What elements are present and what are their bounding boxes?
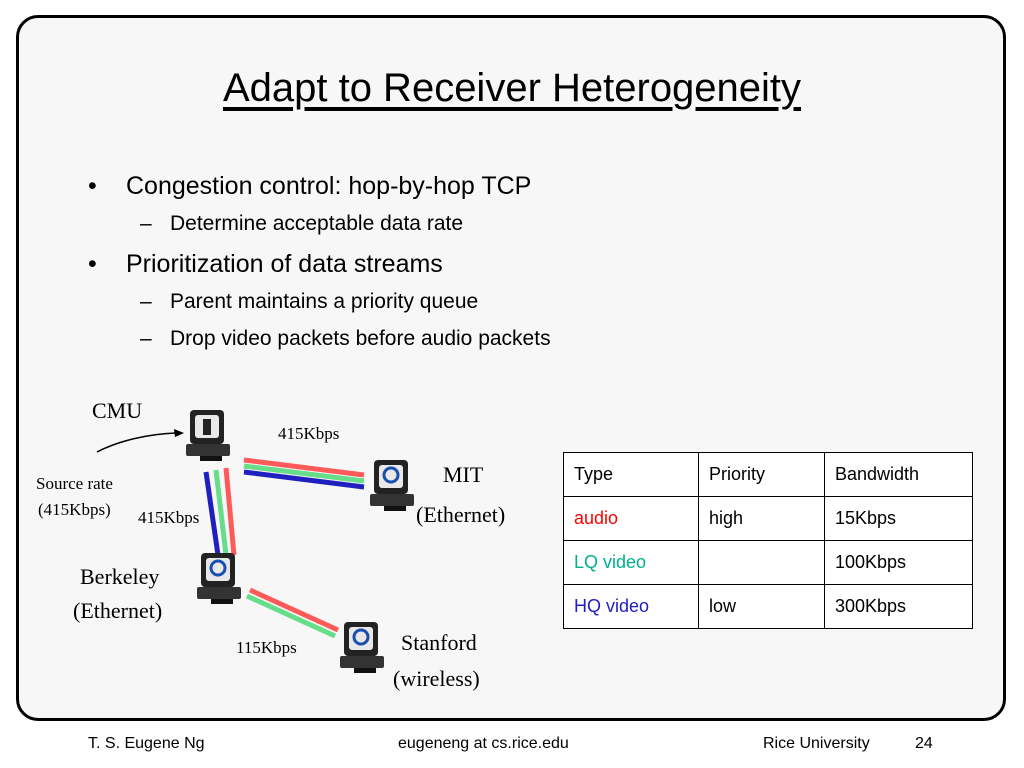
row-bandwidth: 300Kbps [825, 585, 973, 629]
sub-bullet-drop-video: – Drop video packets before audio packets [140, 327, 551, 350]
source-rate-label: Source rate [36, 474, 113, 493]
berkeley-network-label: (Ethernet) [73, 598, 163, 623]
cmu-label: CMU [92, 398, 143, 423]
source-rate-arrow [97, 433, 176, 452]
header-type: Type [564, 453, 699, 497]
source-rate-value: (415Kbps) [38, 500, 111, 519]
berkeley-quicktime-computer-icon [197, 553, 241, 604]
slide-title: Adapt to Receiver Heterogeneity [222, 66, 802, 110]
footer-institution: Rice University [763, 735, 870, 752]
table-header-row [564, 453, 973, 497]
row-type-lq-video: LQ video [564, 541, 699, 585]
row-priority: low [699, 585, 825, 629]
berkeley-label: Berkeley [80, 564, 160, 589]
row-bandwidth: 15Kbps [825, 497, 973, 541]
arrow-head [174, 429, 184, 437]
bullet-congestion-control: • Congestion control: hop-by-hop TCP [88, 172, 532, 200]
row-bandwidth: 100Kbps [825, 541, 973, 585]
footer-author: T. S. Eugene Ng [88, 735, 205, 752]
sub-bullet-acceptable-rate: – Determine acceptable data rate [140, 212, 464, 235]
row-priority: high [699, 497, 825, 541]
mit-label: MIT [443, 462, 484, 487]
mit-quicktime-computer-icon [370, 460, 414, 511]
link-berkeley-stanford-rate: 115Kbps [236, 638, 297, 657]
table-row [564, 541, 973, 585]
link-cmu-mit-rate: 415Kbps [278, 424, 340, 443]
cmu-desktop-computer-icon [186, 410, 230, 461]
priority-table [563, 452, 973, 629]
row-type-audio: audio [564, 497, 699, 541]
row-type-hq-video: HQ video [564, 585, 699, 629]
mit-network-label: (Ethernet) [416, 502, 506, 527]
link-cmu-berkeley-rate: 415Kbps [138, 508, 200, 527]
row-priority [699, 541, 825, 585]
header-bandwidth: Bandwidth [825, 453, 973, 497]
stanford-quicktime-computer-icon [340, 622, 384, 673]
link-cmu-berkeley [206, 468, 234, 555]
sub-bullet-priority-queue: – Parent maintains a priority queue [140, 290, 479, 313]
footer-email: eugeneng at cs.rice.edu [398, 735, 569, 752]
stanford-network-label: (wireless) [393, 666, 480, 691]
link-berkeley-stanford [247, 590, 338, 636]
table-row [564, 585, 973, 629]
bullet-prioritization: • Prioritization of data streams [88, 250, 443, 278]
table-row [564, 497, 973, 541]
link-cmu-mit [244, 460, 364, 487]
stanford-label: Stanford [401, 630, 477, 655]
header-priority: Priority [699, 453, 825, 497]
footer-page-number: 24 [915, 735, 933, 752]
